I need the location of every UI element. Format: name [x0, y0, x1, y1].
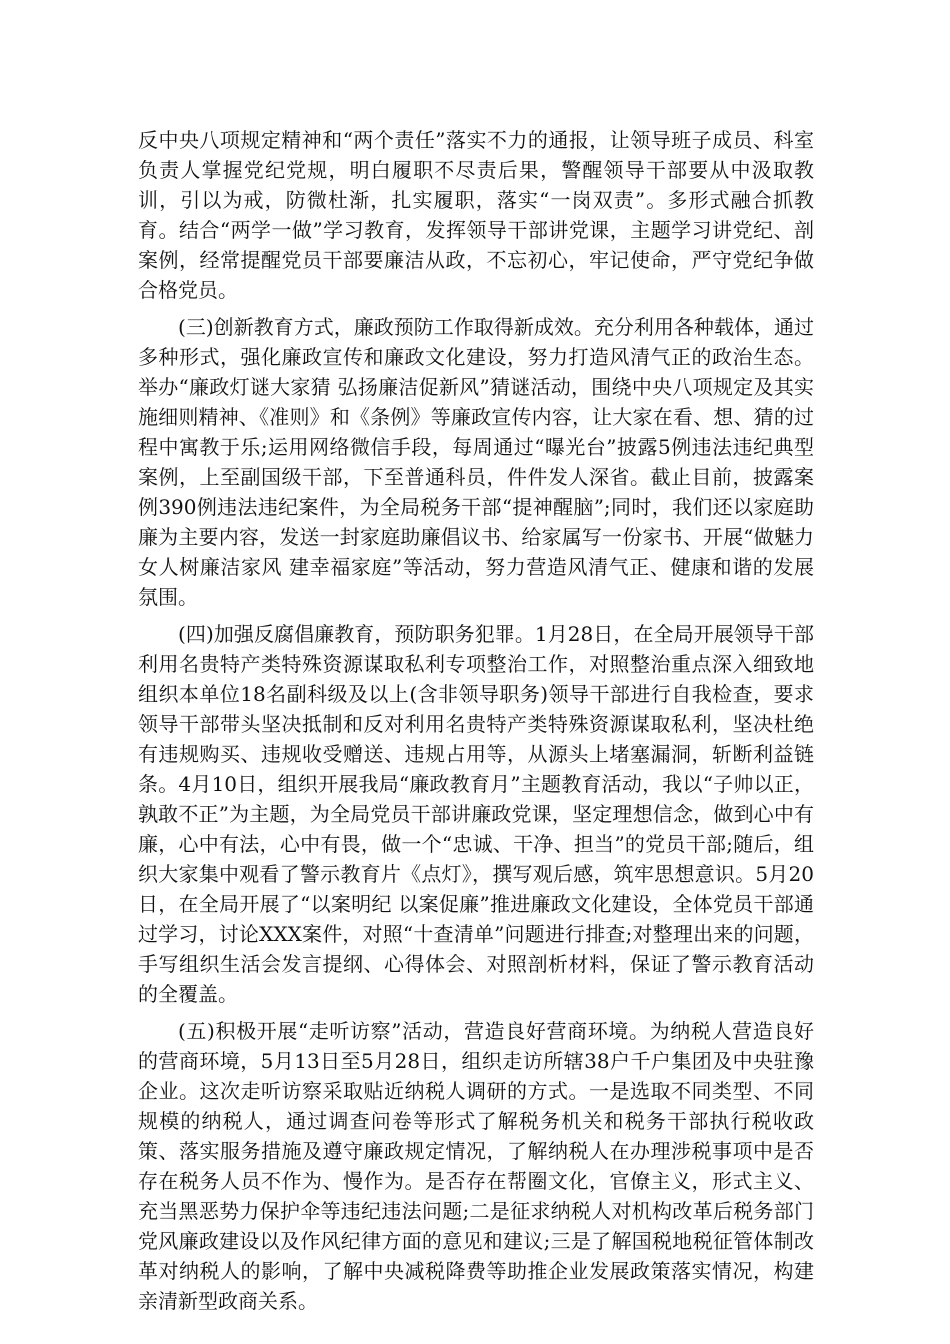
paragraph-section-5: (五)积极开展“走听访察”活动，营造良好营商环境。为纳税人营造良好的营商环境，5月13日至5月28日，组织走访所辖38户千户集团及中央驻豫企业。这次走听访察采取贴近纳税人调研的方式。一是选取不同类型、不同规模的纳税人，通过调查问卷等形式了解税务机关和税务干部执行税收政策、落实服务措施及遵守廉政规定情况，了解纳税人在办理涉税事项中是否存在税务人员不作为、慢作为。是否存在帮圈文化，官僚主义，形式主义、充当黑恶势力保护伞等违纪违法问题;二是征求纳税人对机构改革后税务部门党风廉政建设以及作风纪律方面的意见和建议;三是了解国税地税征管体制改革对纳税人的影响，了解中央减税降费等助推企业发展政策落实情况，构建亲清新型政商关系。 — [138, 1019, 814, 1313]
paragraph-section-4: (四)加强反腐倡廉教育，预防职务犯罪。1月28日，在全局开展领导干部利用名贵特产类特殊资源谋取私利专项整治工作，对照整治重点深入细致地组织本单位18名副科级及以上(含非领导职务)领导干部进行自我检查，要求领导干部带头坚决抵制和反对利用名贵特产类特殊资源谋取私利，坚决杜绝有违规购买、违规收受赠送、违规占用等，从源头上堵塞漏洞，斩断利益链条。4月10日，组织开展我局“廉政教育月”主题教育活动，我以“子帅以正，孰敢不正”为主题，为全局党员干部讲廉政党课，坚定理想信念，做到心中有廉，心中有法，心中有畏，做一个“忠诚、干净、担当”的党员干部;随后，组织大家集中观看了警示教育片《点灯》，撰写观后感，筑牢思想意识。5月20日，在全局开展了“以案明纪 以案促廉”推进廉政文化建设，全体党员干部通过学习，讨论XXX案件，对照“十查清单”问题进行排查;对整理出来的问题，手写组织生活会发言提纲、心得体会、对照剖析材料，保证了警示教育活动的全覆盖。 — [138, 622, 814, 1006]
document-body — [138, 125, 814, 1323]
paragraph-section-3: (三)创新教育方式，廉政预防工作取得新成效。充分利用各种载体，通过多种形式，强化廉政宣传和廉政文化建设，努力打造风清气正的政治生态。举办“廉政灯谜大家猜 弘扬廉洁促新风”猜谜活动，围绕中央八项规定及其实施细则精神、《准则》和《条例》等廉政宣传内容，让大家在看、想、猜的过程中寓教于乐;运用网络微信手段，每周通过“曝光台”披露5例违法违纪典型案例，上至副国级干部，下至普通科员，件件发人深省。截止目前，披露案例390例违法违纪案件，为全局税务干部“提神醒脑”;同时，我们还以家庭助廉为主要内容，发送一封家庭助廉倡议书、给家属写一份家书、开展“做魅力女人树廉洁家风 建幸福家庭”等活动，努力营造风清气正、健康和谐的发展氛围。 — [138, 315, 814, 609]
paragraph-continuation: 反中央八项规定精神和“两个责任”落实不力的通报，让领导班子成员、科室负责人掌握党纪党规，明白履职不尽责后果，警醒领导干部要从中汲取教训，引以为戒，防微杜渐，扎实履职，落实“一岗双责”。多形式融合抓教育。结合“两学一做”学习教育，发挥领导干部讲党课，主题学习讲党纪、剖案例，经常提醒党员干部要廉洁从政，不忘初心，牢记使命，严守党纪争做合格党员。 — [138, 128, 814, 302]
